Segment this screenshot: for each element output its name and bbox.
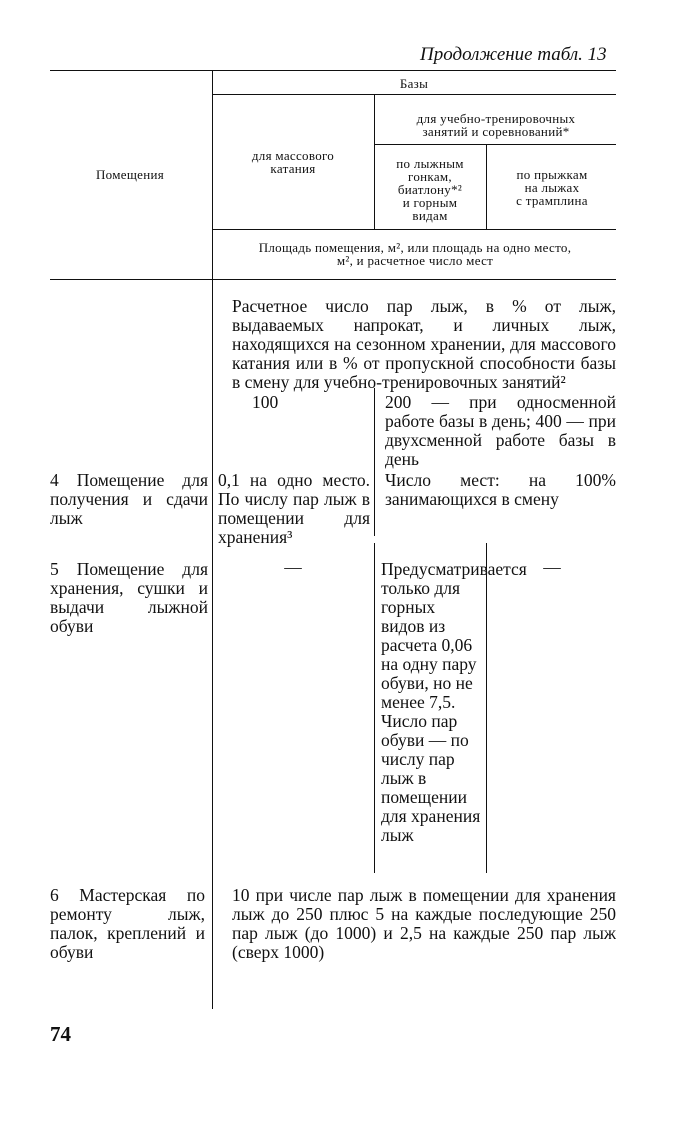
header-bottom-rule	[50, 279, 616, 280]
header-rooms: Помещения	[95, 167, 164, 182]
row5-jumping: —	[543, 557, 561, 577]
intro-mass-value: 100	[252, 392, 279, 412]
header-jumping: по прыжкам на лыжах с трамплина	[516, 167, 588, 208]
header-divider-racing	[486, 144, 487, 229]
continuation-caption: Продолжение табл. 13	[420, 44, 607, 65]
header-training-rule	[374, 144, 616, 145]
row6-all: 10 при числе пар лыж в помещении для хранения лыж до 250 плюс 5 на каждые последующие 250 пар лыж (до 1000) и 2,5 на каждые 250 пар лыж (сверх 1000)	[232, 885, 616, 962]
header-training: для учебно-тренировочных занятий и соревнований*	[416, 111, 576, 139]
body-divider-mass-lower	[374, 543, 375, 873]
body-divider-mass-upper	[374, 388, 375, 536]
row6-room: 6 Мастерская по ремонту лыж, палок, креплений и обуви	[50, 885, 205, 962]
row5-racing: Предусматривается только для горных видов из расчета 0,06 на одну пару обуви, но не менее 7,5. Число пар обуви — по числу пар лыж в помещении для хранения лыж	[381, 559, 527, 845]
body-divider-racing	[486, 543, 487, 873]
header-divider-rooms	[212, 70, 213, 279]
row5-mass: —	[284, 557, 302, 577]
table-top-rule	[50, 70, 616, 71]
row5-room: 5 Помещение для хранения, сушки и выдачи лыжной обуви	[50, 559, 208, 636]
header-divider-mass	[374, 94, 375, 229]
intro-training-value: 200 — при односменной работе базы в день; 400 — при двухсменной работе базы в день	[385, 392, 616, 469]
header-bases-rule	[212, 94, 616, 95]
page-number: 74	[50, 1022, 71, 1046]
header-mass: для массового катания	[251, 148, 335, 176]
body-divider-rooms	[212, 279, 213, 1009]
header-area-note: Площадь помещения, м², или площадь на одно место, м², и расчетное число мест	[258, 240, 572, 268]
row4-training: Число мест: на 100% занимающихся в смену	[385, 470, 616, 509]
header-racing: по лыжным гонкам, биатлону*² и горным видам	[396, 156, 464, 223]
row4-mass: 0,1 на одно место. По числу пар лыж в помещении для хранения³	[218, 470, 370, 547]
intro-text: Расчетное число пар лыж, в % от лыж, выдаваемых напрокат, и личных лыж, находящихся на сезонном хранении, для массового катания или в % от пропускной способности базы в смену для учебно-тренировочных занятий²	[232, 296, 616, 392]
header-bases: Базы	[399, 76, 429, 91]
header-area-rule	[212, 229, 616, 230]
row4-room: 4 Помещение для получения и сдачи лыж	[50, 470, 208, 528]
